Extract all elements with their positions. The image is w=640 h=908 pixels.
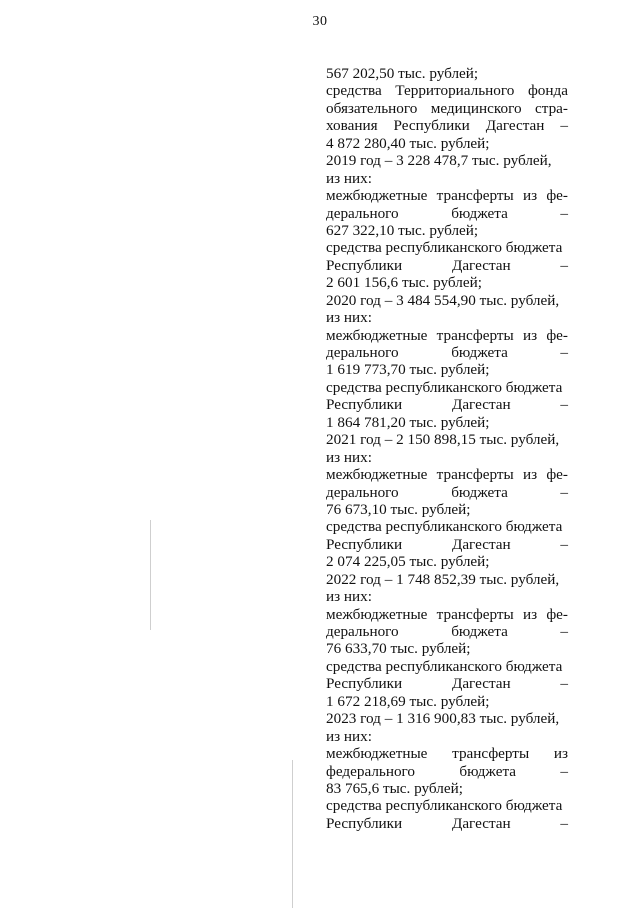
text-segment: средства республиканского бюджета (326, 518, 563, 536)
text-line (326, 292, 568, 309)
text-segment: трансферты (436, 326, 514, 344)
text-segment: фе- (546, 187, 568, 205)
text-segment: медицинского (430, 99, 522, 117)
text-segment: 2022 год – 1 748 852,39 тыс. рублей, (326, 570, 560, 588)
text-line (326, 484, 568, 501)
text-segment: трансферты (452, 745, 530, 763)
text-line (326, 65, 568, 82)
text-segment: средства республиканского бюджета (326, 378, 563, 396)
text-segment: трансферты (436, 466, 514, 484)
text-line (326, 466, 568, 483)
text-segment: – (560, 396, 568, 414)
text-segment: Республики (326, 396, 403, 414)
text-segment: Дагестан (451, 535, 511, 553)
text-line (326, 571, 568, 588)
text-segment: средства республиканского бюджета (326, 657, 563, 675)
text-segment: 76 633,70 тыс. рублей; (326, 640, 471, 658)
text-segment: Дагестан (451, 256, 511, 274)
text-segment: дерального (326, 204, 399, 222)
text-segment: 4 872 280,40 тыс. рублей; (326, 134, 490, 152)
text-segment: из (522, 466, 538, 484)
text-segment: бюджета (459, 762, 517, 780)
text-segment: Дагестан (451, 675, 511, 693)
text-line (326, 82, 568, 99)
text-segment: из (522, 326, 538, 344)
text-segment: 627 322,10 тыс. рублей; (326, 221, 479, 239)
text-line (326, 728, 568, 745)
text-segment: Дагестан (451, 814, 511, 832)
text-line (326, 239, 568, 256)
text-line (326, 327, 568, 344)
text-segment: – (560, 204, 568, 222)
text-segment: 76 673,10 тыс. рублей; (326, 500, 471, 518)
text-segment: – (560, 762, 568, 780)
text-line (326, 100, 568, 117)
text-segment: 1 864 781,20 тыс. рублей; (326, 413, 490, 431)
text-segment: 2021 год – 2 150 898,15 тыс. рублей, (326, 431, 560, 449)
text-segment: обязательного (326, 99, 418, 117)
text-segment: 83 765,6 тыс. рублей; (326, 779, 463, 797)
text-line (326, 205, 568, 222)
text-line (326, 187, 568, 204)
text-segment: Республики (326, 256, 403, 274)
text-segment: Республики (326, 535, 403, 553)
text-segment: бюджета (451, 623, 508, 640)
text-segment: из них: (326, 309, 372, 327)
text-segment: – (560, 814, 568, 832)
text-segment: федерального (326, 762, 415, 780)
text-segment: из них: (326, 588, 372, 606)
text-segment: 2020 год – 3 484 554,90 тыс. рублей, (326, 291, 560, 309)
text-segment: средства республиканского бюджета (326, 797, 563, 815)
text-segment: – (560, 256, 568, 274)
text-segment: Республики (326, 814, 403, 832)
text-segment: Республики (393, 117, 470, 135)
text-line (326, 379, 568, 396)
text-line (326, 588, 568, 605)
text-line (326, 117, 568, 134)
text-line (326, 815, 568, 832)
body-text-column (326, 65, 568, 832)
text-line (326, 536, 568, 553)
text-line (326, 693, 568, 710)
text-line (326, 170, 568, 187)
text-line (326, 414, 568, 431)
text-segment: межбюджетные (326, 187, 428, 205)
text-segment: бюджета (451, 344, 508, 361)
text-line (326, 553, 568, 570)
text-segment: из них: (326, 727, 372, 745)
text-line (326, 658, 568, 675)
text-segment: фе- (546, 605, 568, 623)
text-segment: – (560, 623, 568, 640)
text-line (326, 396, 568, 413)
text-segment: бюджета (451, 204, 508, 222)
text-line (326, 449, 568, 466)
text-segment: межбюджетные (326, 745, 428, 763)
text-segment: Дагестан (451, 396, 511, 414)
text-segment: фе- (546, 326, 568, 344)
text-line (326, 309, 568, 326)
text-segment: – (560, 344, 568, 361)
text-segment: 2 601 156,6 тыс. рублей; (326, 274, 482, 292)
text-segment: из (522, 605, 538, 623)
text-segment: – (560, 117, 568, 135)
scan-artifact-line (292, 760, 293, 908)
scan-artifact-line (150, 520, 151, 630)
text-segment: фонда (527, 82, 568, 100)
text-segment: дерального (326, 344, 399, 361)
text-segment: межбюджетные (326, 466, 428, 484)
text-line (326, 710, 568, 727)
text-line (326, 780, 568, 797)
page-number: 30 (312, 14, 328, 29)
text-segment: из (553, 745, 568, 763)
text-segment: из (522, 187, 538, 205)
text-segment: 1 619 773,70 тыс. рублей; (326, 361, 490, 379)
text-line (326, 797, 568, 814)
text-line (326, 640, 568, 657)
text-line (326, 763, 568, 780)
text-line (326, 518, 568, 535)
text-segment: межбюджетные (326, 605, 428, 623)
text-line (326, 431, 568, 448)
text-segment: хования (326, 117, 378, 135)
text-segment: 2023 год – 1 316 900,83 тыс. рублей, (326, 710, 560, 728)
text-segment: средства (326, 82, 382, 100)
text-line (326, 745, 568, 762)
text-segment: Дагестан (485, 117, 545, 135)
text-segment: 1 672 218,69 тыс. рублей; (326, 692, 490, 710)
text-segment: из них: (326, 448, 372, 466)
text-segment: 2019 год – 3 228 478,7 тыс. рублей, (326, 152, 552, 170)
text-segment: средства республиканского бюджета (326, 239, 563, 257)
text-segment: – (560, 675, 568, 693)
text-line (326, 135, 568, 152)
text-line (326, 606, 568, 623)
text-segment: дерального (326, 483, 399, 501)
text-segment: из них: (326, 169, 372, 187)
text-segment: трансферты (436, 605, 514, 623)
text-segment: стра- (535, 99, 568, 117)
text-segment: бюджета (451, 483, 508, 501)
text-segment: 567 202,50 тыс. рублей; (326, 65, 479, 82)
text-line (326, 274, 568, 291)
text-line (326, 257, 568, 274)
text-line (326, 361, 568, 378)
text-segment: – (560, 483, 568, 501)
text-segment: трансферты (436, 187, 514, 205)
text-line (326, 675, 568, 692)
text-segment: 2 074 225,05 тыс. рублей; (326, 553, 490, 571)
text-segment: Республики (326, 675, 403, 693)
text-segment: – (560, 535, 568, 553)
text-segment: Территориального (395, 82, 515, 100)
text-segment: межбюджетные (326, 326, 428, 344)
text-line (326, 152, 568, 169)
text-line (326, 623, 568, 640)
text-line (326, 222, 568, 239)
text-segment: фе- (546, 466, 568, 484)
text-line (326, 501, 568, 518)
text-segment: дерального (326, 623, 399, 640)
text-line (326, 344, 568, 361)
